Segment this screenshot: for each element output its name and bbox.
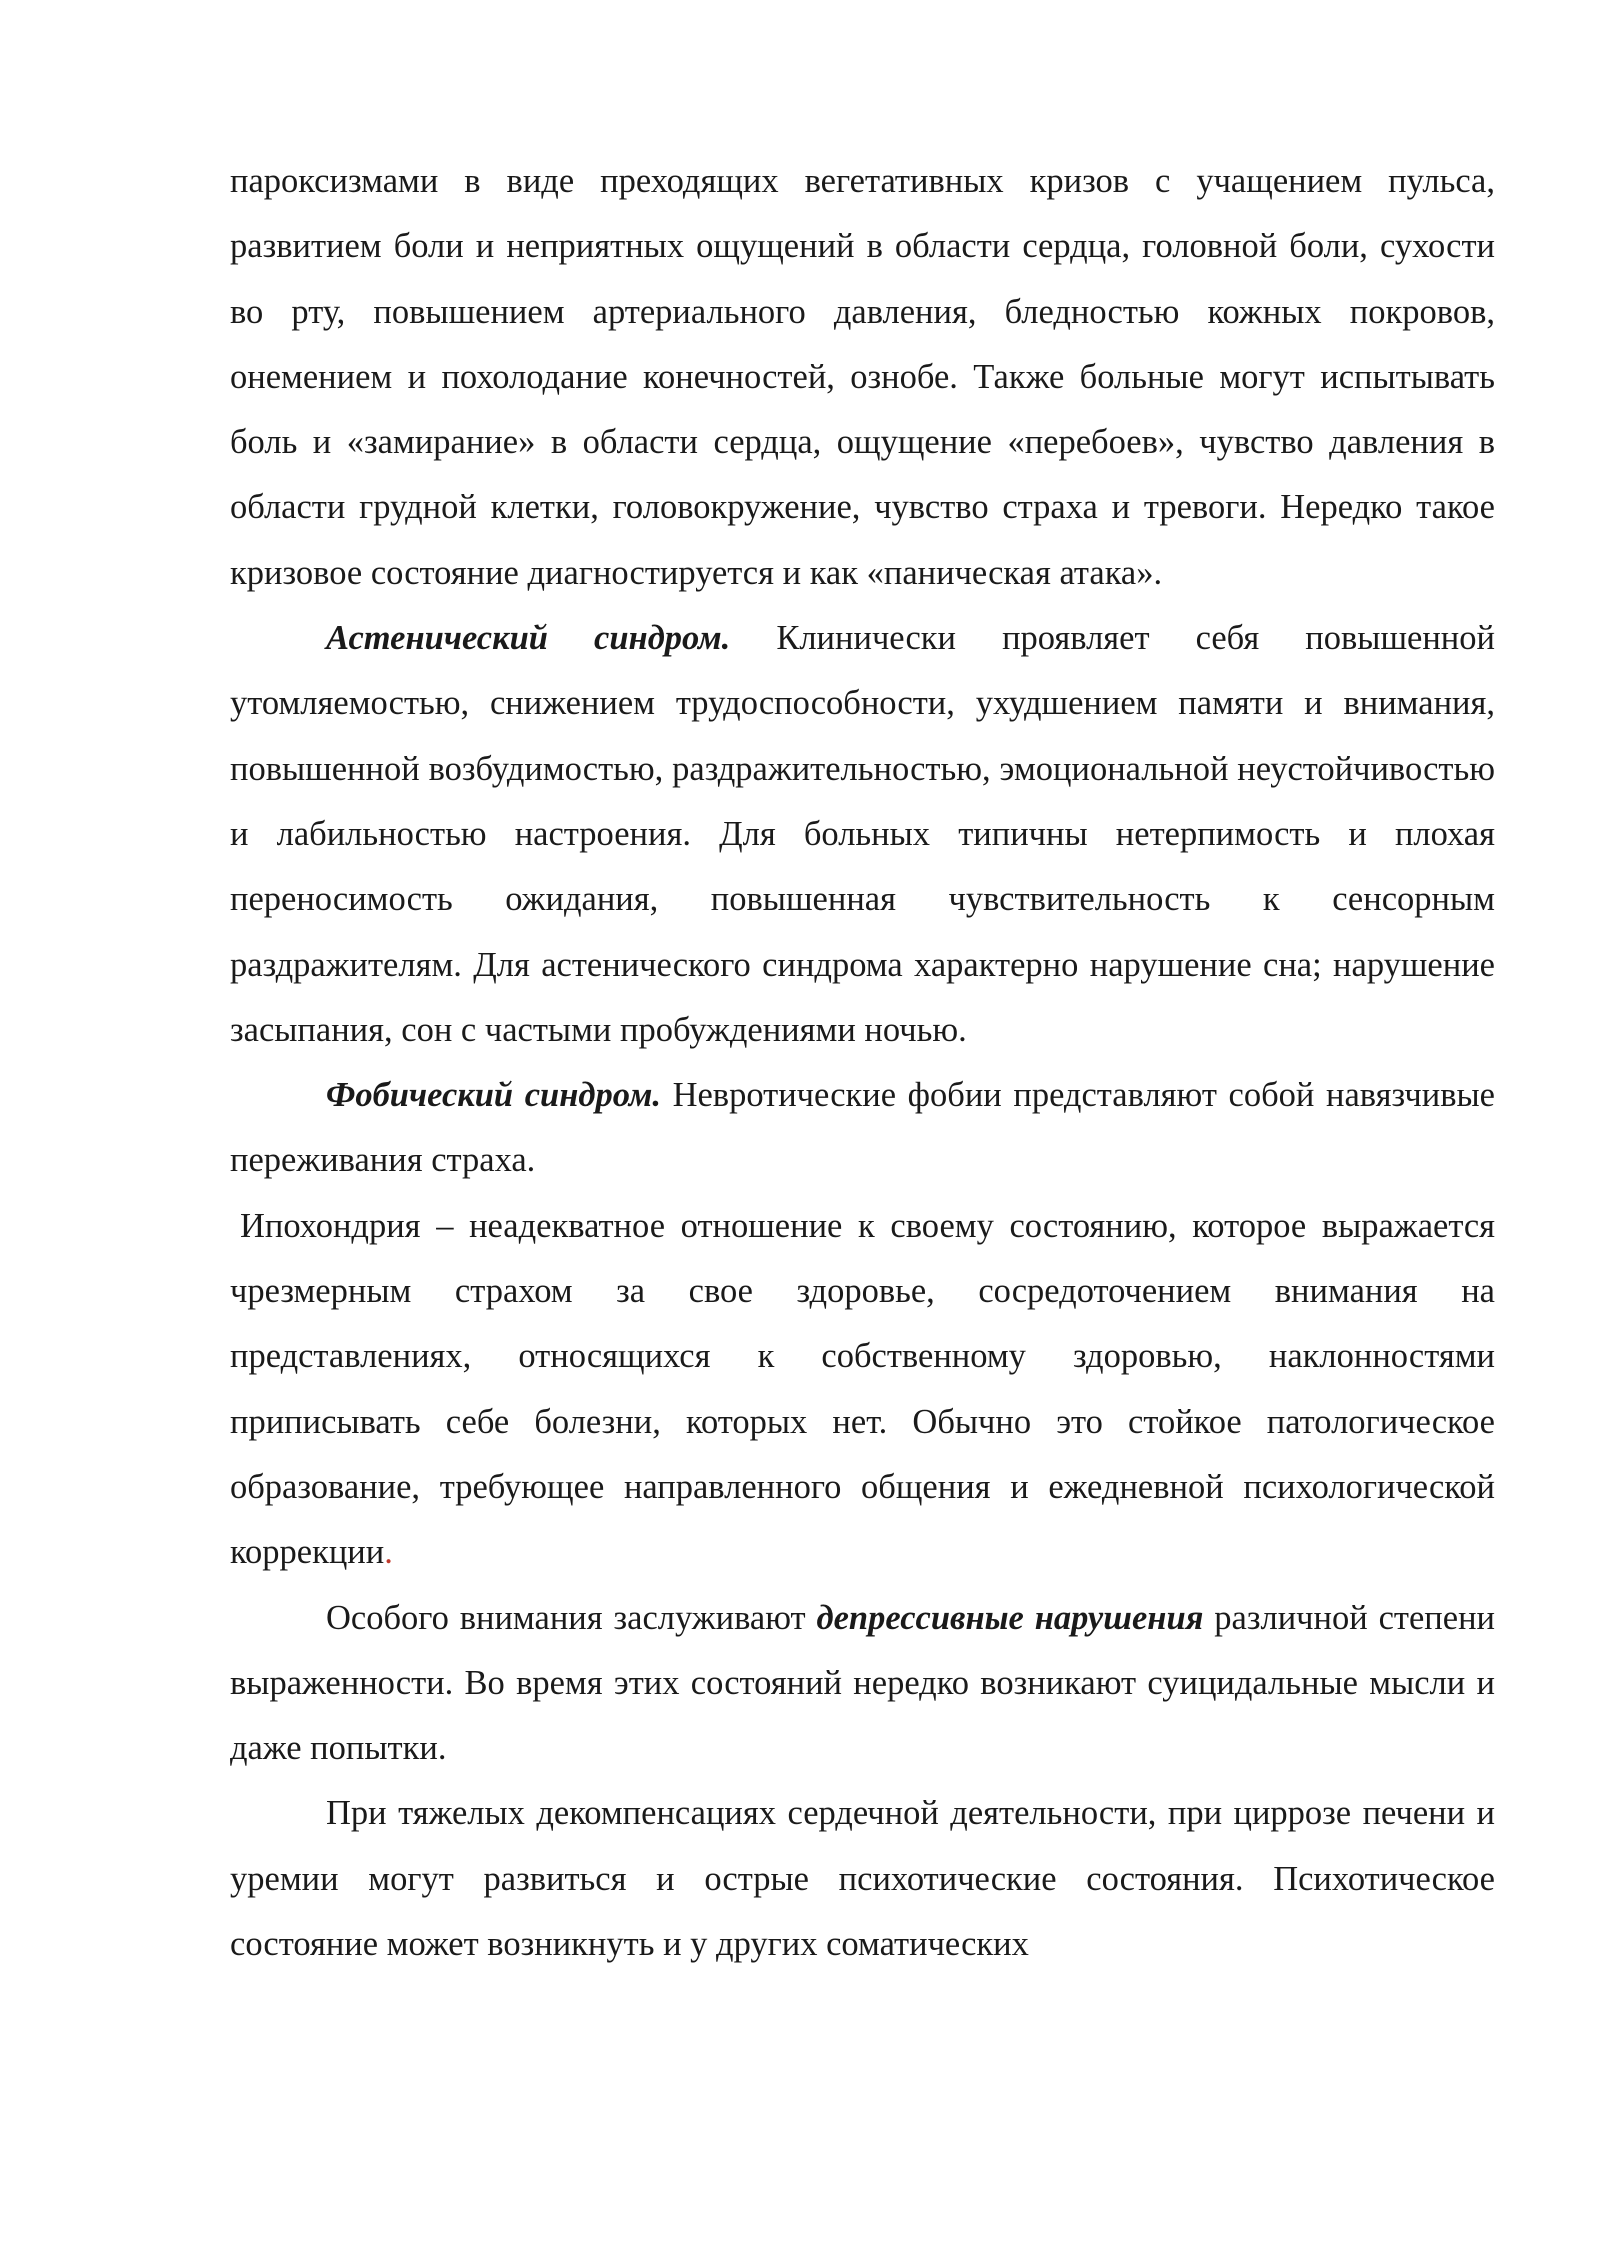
paragraph-text: Ипохондрия – неадекватное отношение к своему состоянию, которое выражается чрезмерным страхом за свое здоровье, сосредоточением внимания на представлениях, относящихся к собственному здоровью, наклонностями приписывать себе болезни, которых нет. Обычно это стойкое патологическое образование, требующее направленного общения и ежедневной психологической коррекции — [230, 1206, 1495, 1572]
paragraph-end-mark: . — [384, 1533, 393, 1572]
paragraph-hypochondria — [230, 1194, 1495, 1586]
term-phobic-syndrome: Фобический синдром. — [326, 1076, 661, 1115]
paragraph-text: пароксизмами в виде преходящих вегетативных кризов с учащением пульса, развитием боли и неприятных ощущений в области сердца, головной боли, сухости во рту, повышением артериального давления, бледностью кожных покровов, онемением и похолодание конечностей, ознобе. Также больные могут испытывать боль и «замирание» в области сердца, ощущение «перебоев», чувство давления в области грудной клетки, головокружение, чувство страха и тревоги. Нередко такое кризовое состояние диагностируется и как «паническая атака». — [230, 162, 1495, 592]
paragraph-phobic-syndrome — [230, 1063, 1495, 1194]
paragraph-depressive-disorders — [230, 1586, 1495, 1782]
paragraph-text: различной степени выраженности. Во время этих состояний нередко возникают суицидальные мысли и даже попытки. — [230, 1598, 1495, 1768]
term-asthenic-syndrome: Астенический синдром. — [326, 619, 731, 658]
document-body — [230, 149, 1495, 1977]
paragraph-text: Клинически проявляет себя повышенной утомляемостью, снижением трудоспособности, ухудшением памяти и внимания, повышенной возбудимостью, раздражительностью, эмоциональной неустойчивостью и лабильностью настроения. Для больных типичны нетерпимость и плохая переносимость ожидания, повышенная чувствительность к сенсорным раздражителям. Для астенического синдрома характерно нарушение сна; нарушение засыпания, сон с частыми пробуждениями ночью. — [230, 619, 1495, 1049]
paragraph-psychotic-states — [230, 1781, 1495, 1977]
term-depressive-disorders: депрессивные нарушения — [816, 1598, 1204, 1637]
paragraph-asthenic-syndrome — [230, 606, 1495, 1063]
paragraph-text: Особого внимания заслуживают — [326, 1598, 817, 1637]
paragraph-text: При тяжелых декомпенсациях сердечной деятельности, при циррозе печени и уремии могут развиться и острые психотические состояния. Психотическое состояние может возникнуть и у других соматических — [230, 1794, 1495, 1964]
paragraph-text: Невротические фобии представляют собой навязчивые переживания страха. — [230, 1076, 1495, 1180]
paragraph-paroxysms — [230, 149, 1495, 606]
